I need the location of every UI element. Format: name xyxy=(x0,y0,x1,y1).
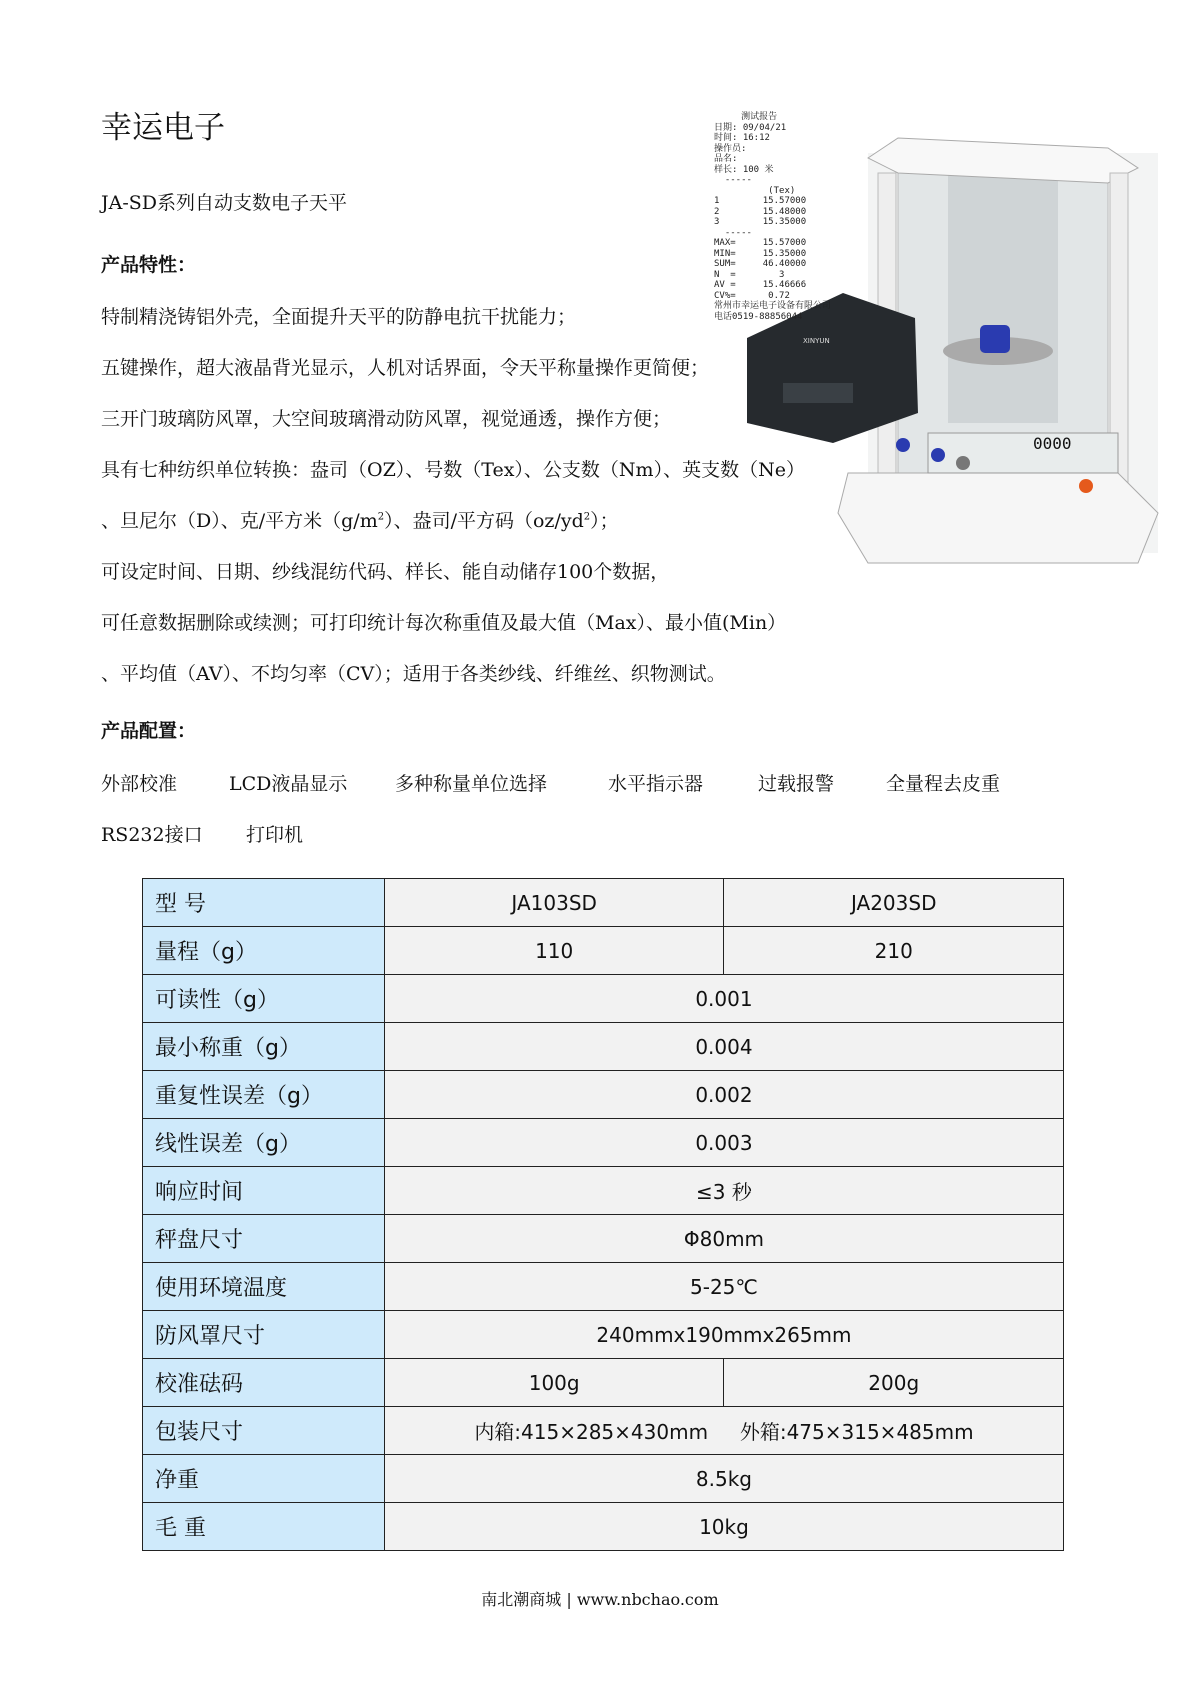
feature-line: 三开门玻璃防风罩，大空间玻璃滑动防风罩，视觉通透，操作方便； xyxy=(101,408,672,430)
config-item: 外部校准 xyxy=(101,773,178,795)
feature-line: 、平均值（AV）、不均匀率（CV）；适用于各类纱线、纤维丝、织物测试。 xyxy=(101,663,726,685)
features-heading: 产品特性： xyxy=(101,254,197,276)
spec-label: 型 号 xyxy=(143,879,385,927)
spec-label: 最小称重（g） xyxy=(143,1023,385,1071)
table-row xyxy=(143,975,1064,1023)
spec-label: 毛 重 xyxy=(143,1503,385,1551)
spec-value: Φ80mm xyxy=(384,1215,1063,1263)
spec-value: 200g xyxy=(724,1359,1064,1407)
spec-label: 秤盘尺寸 xyxy=(143,1215,385,1263)
sup: 2 xyxy=(583,511,591,523)
table-row xyxy=(143,927,1064,975)
config-item: 水平指示器 xyxy=(608,773,704,795)
spec-value: 110 xyxy=(384,927,724,975)
feature-line: 可任意数据删除或续测；可打印统计每次称重值及最大值（Max）、最小值(Min） xyxy=(101,612,787,634)
table-row xyxy=(143,1263,1064,1311)
table-row xyxy=(143,1503,1064,1551)
table-row xyxy=(143,1167,1064,1215)
spec-label: 包装尺寸 xyxy=(143,1407,385,1455)
table-row xyxy=(143,1071,1064,1119)
spec-value: 0.001 xyxy=(384,975,1063,1023)
spec-value: ≤3 秒 xyxy=(384,1167,1063,1215)
spec-value: 0.002 xyxy=(384,1071,1063,1119)
feature-line: 五键操作，超大液晶背光显示，人机对话界面，令天平称量操作更简便； xyxy=(101,357,710,379)
spec-label: 线性误差（g） xyxy=(143,1119,385,1167)
table-row xyxy=(143,1215,1064,1263)
table-row xyxy=(143,1407,1064,1455)
spec-label: 量程（g） xyxy=(143,927,385,975)
feature-line: 可设定时间、日期、纱线混纺代码、样长、能自动储存100个数据， xyxy=(101,561,670,583)
receipt-printout: 测试报告 日期: 09/04/21 时间: 16:12 操作员: 品名: 样长: 100 米 ----- (Tex) 1 15.57000 2 15.48000 3 15.35000 ----- MAX= 15.57000 MIN= 15.35000 SUM= 46.40000 N = 3 AV = 15.46666 CV%= 0.72 常州市幸运电子设备有限公司 电话0519-88856044 xyxy=(714,112,832,322)
spec-label: 使用环境温度 xyxy=(143,1263,385,1311)
table-row xyxy=(143,1455,1064,1503)
spec-value: 240mmx190mmx265mm xyxy=(384,1311,1063,1359)
footer: 南北潮商城 | www.nbchao.com xyxy=(481,1590,719,1609)
spec-label: 净重 xyxy=(143,1455,385,1503)
table-row xyxy=(143,879,1064,927)
config-item: 过载报警 xyxy=(758,773,835,795)
spec-value: 内箱:415×285×430mm 外箱:475×315×485mm xyxy=(384,1407,1063,1455)
table-row xyxy=(143,1023,1064,1071)
feature-line xyxy=(101,506,619,533)
config-item: 全量程去皮重 xyxy=(886,773,1001,795)
config-heading: 产品配置： xyxy=(101,720,197,742)
config-item: 打印机 xyxy=(246,824,304,846)
config-item: RS232接口 xyxy=(101,824,203,846)
spec-value: 100g xyxy=(384,1359,724,1407)
spec-value: 8.5kg xyxy=(384,1455,1063,1503)
spec-value: JA203SD xyxy=(724,879,1064,927)
config-item: LCD液晶显示 xyxy=(229,773,348,795)
feature-text: ）； xyxy=(590,510,619,532)
spec-value: JA103SD xyxy=(384,879,724,927)
spec-label: 防风罩尺寸 xyxy=(143,1311,385,1359)
spec-label: 校准砝码 xyxy=(143,1359,385,1407)
feature-line: 特制精浇铸铝外壳，全面提升天平的防静电抗干扰能力； xyxy=(101,306,577,328)
spec-value: 210 xyxy=(724,927,1064,975)
feature-line: 具有七种纺织单位转换：盎司（OZ）、号数（Tex）、公支数（Nm）、英支数（Ne） xyxy=(101,459,805,481)
spec-value: 0.004 xyxy=(384,1023,1063,1071)
balance-display: 0000 xyxy=(1033,434,1072,453)
table-row xyxy=(143,1311,1064,1359)
table-row xyxy=(143,1359,1064,1407)
company-title: 幸运电子 xyxy=(101,110,225,146)
feature-text: ）、盎司/平方码（oz/yd xyxy=(384,510,584,532)
product-series-title: JA-SD系列自动支数电子天平 xyxy=(101,192,348,214)
spec-value: 0.003 xyxy=(384,1119,1063,1167)
spec-table xyxy=(142,878,1064,1551)
table-row xyxy=(143,1119,1064,1167)
spec-value: 10kg xyxy=(384,1503,1063,1551)
spec-label: 重复性误差（g） xyxy=(143,1071,385,1119)
spec-value: 5-25℃ xyxy=(384,1263,1063,1311)
sup: 2 xyxy=(377,511,385,523)
config-item: 多种称量单位选择 xyxy=(395,773,548,795)
printer-label: XINYUN xyxy=(803,337,830,345)
spec-label: 可读性（g） xyxy=(143,975,385,1023)
spec-label: 响应时间 xyxy=(143,1167,385,1215)
feature-text: 、旦尼尔（D）、克/平方米（g/m xyxy=(101,510,378,532)
